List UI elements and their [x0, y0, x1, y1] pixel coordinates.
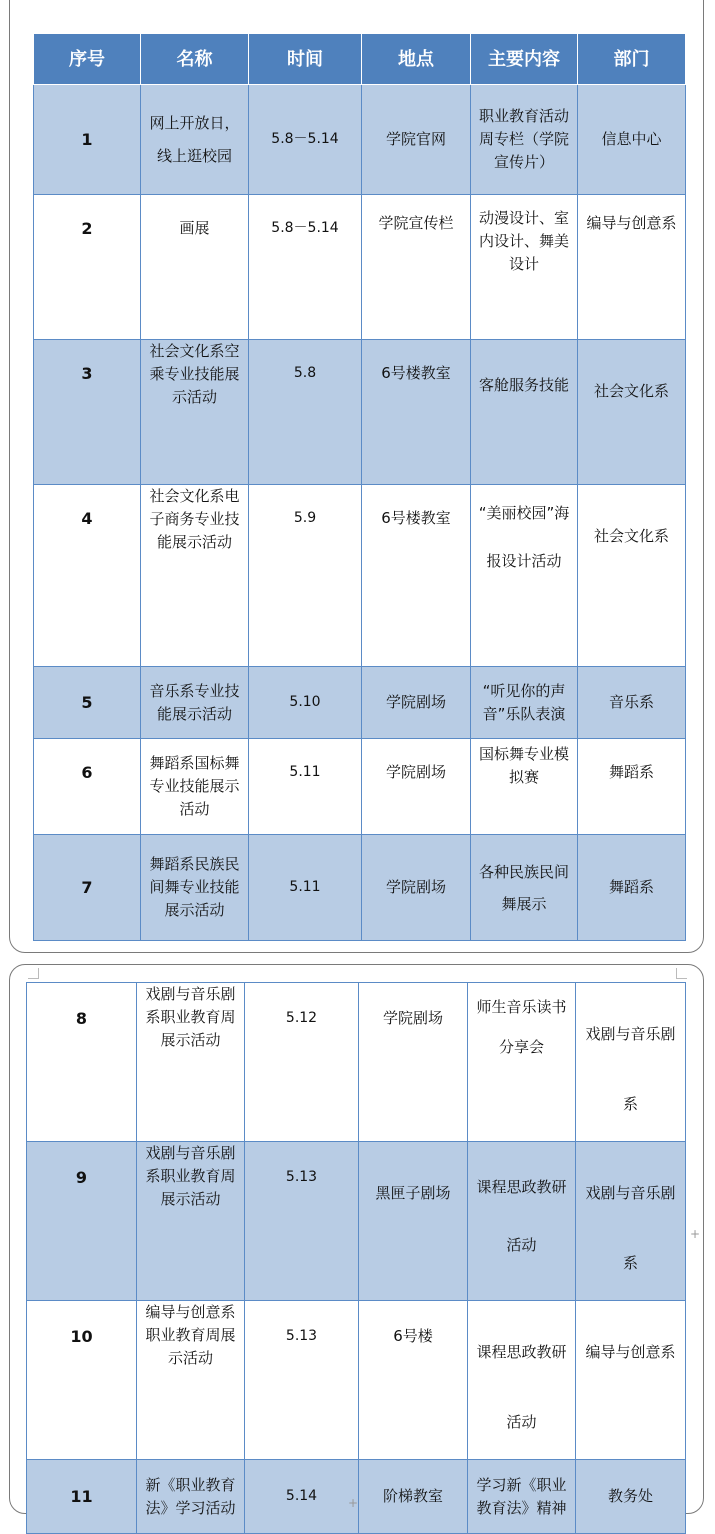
activity-content: 各种民族民间舞展示: [471, 835, 578, 941]
activity-name: 舞蹈系民族民间舞专业技能展示活动: [141, 835, 249, 941]
activity-place: 学院剧场: [362, 835, 471, 941]
activity-dept: 戏剧与音乐剧系: [576, 983, 686, 1142]
row-number: 3: [34, 340, 141, 485]
table-row: [27, 1301, 686, 1460]
table-row: [34, 739, 686, 835]
activity-name: 戏剧与音乐剧系职业教育周展示活动: [137, 983, 245, 1142]
activity-place: 黑匣子剧场: [359, 1142, 468, 1301]
activity-time: 5.14: [245, 1460, 359, 1534]
activity-time: 5.13: [245, 1142, 359, 1301]
row-number: 1: [34, 85, 141, 195]
table-row: [34, 85, 686, 195]
table-add-column-handle[interactable]: +: [690, 1227, 701, 1241]
activity-dept: 社会文化系: [578, 485, 686, 667]
activity-name: 编导与创意系职业教育周展示活动: [137, 1301, 245, 1460]
activity-content: 客舱服务技能: [471, 340, 578, 485]
activity-name: 社会文化系空乘专业技能展示活动: [141, 340, 249, 485]
activity-name: 社会文化系电子商务专业技能展示活动: [141, 485, 249, 667]
activity-name: 戏剧与音乐剧系职业教育周展示活动: [137, 1142, 245, 1301]
table-row: [34, 340, 686, 485]
activity-content: “听见你的声音”乐队表演: [471, 667, 578, 739]
activity-place: 学院剧场: [359, 983, 468, 1142]
activity-dept: 戏剧与音乐剧系: [576, 1142, 686, 1301]
activity-time: 5.9: [249, 485, 362, 667]
activity-place: 6号楼: [359, 1301, 468, 1460]
activity-place: 学院剧场: [362, 739, 471, 835]
header-name: 名称: [141, 34, 249, 85]
activity-content: 学习新《职业教育法》精神: [468, 1460, 576, 1534]
activity-content: 课程思政教研活动: [468, 1142, 576, 1301]
activity-dept: 社会文化系: [578, 340, 686, 485]
row-number: 10: [27, 1301, 137, 1460]
activity-content: 课程思政教研活动: [468, 1301, 576, 1460]
header-time: 时间: [249, 34, 362, 85]
header-content: 主要内容: [471, 34, 578, 85]
table-row: [34, 835, 686, 941]
activity-name: 舞蹈系国标舞专业技能展示活动: [141, 739, 249, 835]
activity-time: 5.13: [245, 1301, 359, 1460]
activity-content: “美丽校园”海报设计活动: [471, 485, 578, 667]
activity-content: 动漫设计、室内设计、舞美设计: [471, 195, 578, 340]
activity-name: 网上开放日，线上逛校园: [141, 85, 249, 195]
activity-time: 5.8: [249, 340, 362, 485]
header-seq: 序号: [34, 34, 141, 85]
activity-place: 学院宣传栏: [362, 195, 471, 340]
activity-time: 5.10: [249, 667, 362, 739]
crop-mark: [676, 968, 687, 979]
activity-dept: 舞蹈系: [578, 835, 686, 941]
row-number: 6: [34, 739, 141, 835]
row-number: 4: [34, 485, 141, 667]
activity-dept: 音乐系: [578, 667, 686, 739]
activity-place: 学院剧场: [362, 667, 471, 739]
activity-time: 5.11: [249, 739, 362, 835]
row-number: 2: [34, 195, 141, 340]
table-resize-handle[interactable]: +: [348, 1496, 359, 1510]
row-number: 8: [27, 983, 137, 1142]
activity-time: 5.8－5.14: [249, 85, 362, 195]
row-number: 7: [34, 835, 141, 941]
activity-place: 学院官网: [362, 85, 471, 195]
activity-place: 6号楼教室: [362, 485, 471, 667]
activity-place: 阶梯教室: [359, 1460, 468, 1534]
activity-name: 音乐系专业技能展示活动: [141, 667, 249, 739]
table-row: [27, 1142, 686, 1301]
table-header-row: [34, 34, 686, 85]
activity-table-page-1: [33, 33, 686, 941]
header-place: 地点: [362, 34, 471, 85]
row-number: 5: [34, 667, 141, 739]
activity-time: 5.11: [249, 835, 362, 941]
header-dept: 部门: [578, 34, 686, 85]
activity-time: 5.12: [245, 983, 359, 1142]
activity-dept: 信息中心: [578, 85, 686, 195]
table-row: [34, 667, 686, 739]
activity-content: 职业教育活动周专栏（学院宣传片）: [471, 85, 578, 195]
row-number: 11: [27, 1460, 137, 1534]
activity-dept: 编导与创意系: [578, 195, 686, 340]
activity-name: 新《职业教育法》学习活动: [137, 1460, 245, 1534]
row-number: 9: [27, 1142, 137, 1301]
activity-content: 师生音乐读书分享会: [468, 983, 576, 1142]
table-row: [34, 485, 686, 667]
activity-time: 5.8－5.14: [249, 195, 362, 340]
table-row: [34, 195, 686, 340]
activity-place: 6号楼教室: [362, 340, 471, 485]
activity-content: 国标舞专业模拟赛: [471, 739, 578, 835]
activity-table-page-2: [26, 982, 686, 1534]
activity-dept: 教务处: [576, 1460, 686, 1534]
crop-mark: [28, 968, 39, 979]
activity-name: 画展: [141, 195, 249, 340]
activity-dept: 编导与创意系: [576, 1301, 686, 1460]
table-row: [27, 983, 686, 1142]
activity-dept: 舞蹈系: [578, 739, 686, 835]
